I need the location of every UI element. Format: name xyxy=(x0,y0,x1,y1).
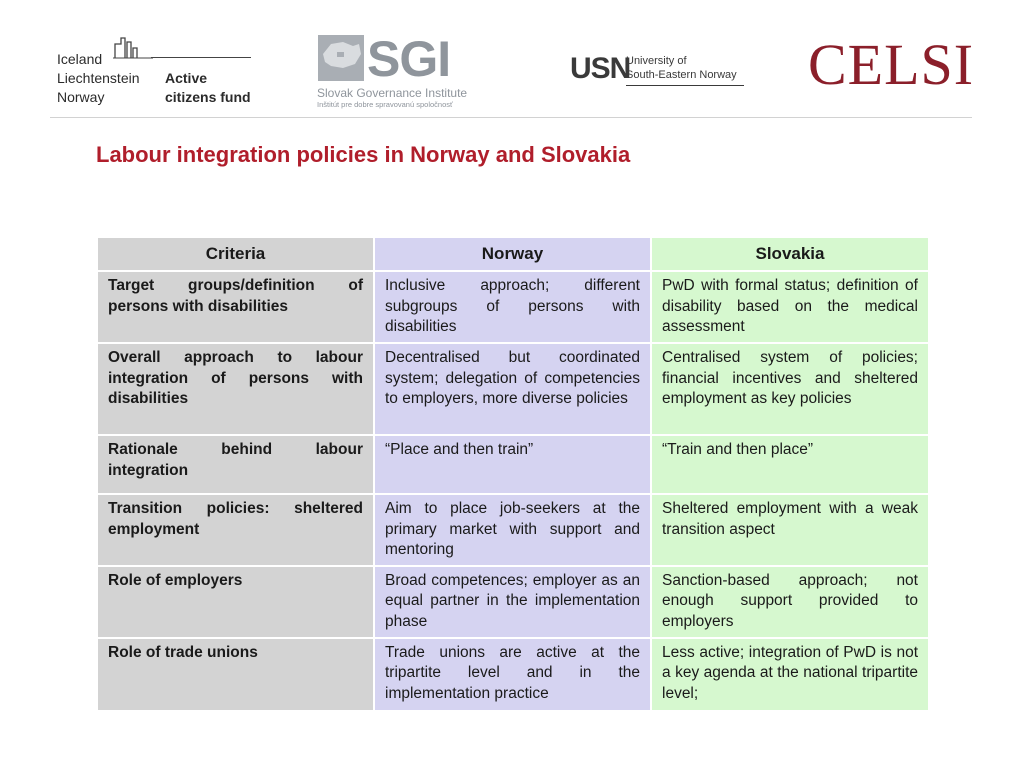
usn-underline xyxy=(626,85,744,86)
norway-cell: Aim to place job-seekers at the primary market with support and mentoring xyxy=(374,494,651,566)
header-slovakia: Slovakia xyxy=(651,237,929,271)
sgi-logo xyxy=(317,31,479,114)
fund-name xyxy=(165,69,251,107)
norway-cell: “Place and then train” xyxy=(374,435,651,494)
norway-cell: Broad competences; employer as an equal partner in the implementation phase xyxy=(374,566,651,638)
fund-name-line1: Active xyxy=(165,70,208,86)
usn-logo xyxy=(570,52,750,92)
norway-cell: Inclusive approach; different subgroups of persons with disabilities xyxy=(374,271,651,343)
slovakia-cell: PwD with formal status; definition of disability based on the medical assessment xyxy=(651,271,929,343)
logo-divider xyxy=(151,57,251,58)
eea-grants-icon xyxy=(113,36,153,60)
criteria-cell: Transition policies: sheltered employment xyxy=(97,494,374,566)
sgi-letters: SGI xyxy=(367,31,451,87)
header-divider xyxy=(50,117,972,118)
slovakia-cell: “Train and then place” xyxy=(651,435,929,494)
country-norway: Norway xyxy=(57,89,105,105)
celsi-logo: CELSI xyxy=(808,32,975,97)
table-row xyxy=(97,435,929,494)
criteria-cell: Overall approach to labour integration of persons with disabilities xyxy=(97,343,374,435)
table-row xyxy=(97,566,929,638)
criteria-cell: Rationale behind labour integration xyxy=(97,435,374,494)
comparison-table xyxy=(96,236,930,712)
slide-title: Labour integration policies in Norway and Slovakia xyxy=(96,142,631,167)
criteria-cell: Role of employers xyxy=(97,566,374,638)
table-row xyxy=(97,271,929,343)
usn-name xyxy=(626,54,737,82)
criteria-cell: Target groups/definition of persons with disabilities xyxy=(97,271,374,343)
norway-cell: Trade unions are active at the tripartite level and in the implementation practice xyxy=(374,638,651,711)
sgi-subtitle: Inštitút pre dobre spravovanú spoločnosť xyxy=(317,100,453,109)
slovakia-cell: Centralised system of policies; financial incentives and sheltered employment as key policies xyxy=(651,343,929,435)
country-liechtenstein: Liechtenstein xyxy=(57,70,140,86)
sgi-name: Slovak Governance Institute xyxy=(317,86,468,100)
header-criteria: Criteria xyxy=(97,237,374,271)
usn-name-line1: University of xyxy=(626,55,687,67)
slovakia-cell: Sanction-based approach; not enough support provided to employers xyxy=(651,566,929,638)
table-row xyxy=(97,638,929,711)
slovakia-cell: Sheltered employment with a weak transition aspect xyxy=(651,494,929,566)
slovakia-map-icon xyxy=(317,34,365,82)
header-norway: Norway xyxy=(374,237,651,271)
table-row xyxy=(97,343,929,435)
table-header-row xyxy=(97,237,929,271)
norway-cell: Decentralised but coordinated system; delegation of competencies to employers, more diverse policies xyxy=(374,343,651,435)
criteria-cell: Role of trade unions xyxy=(97,638,374,711)
country-iceland: Iceland xyxy=(57,51,103,67)
fund-name-line2: citizens fund xyxy=(165,89,251,105)
active-citizens-fund-logo xyxy=(57,40,257,110)
table-row xyxy=(97,494,929,566)
usn-letters: USN xyxy=(570,52,631,85)
slovakia-cell: Less active; integration of PwD is not a key agenda at the national tripartite level; xyxy=(651,638,929,711)
usn-name-line2: South-Eastern Norway xyxy=(626,69,737,81)
